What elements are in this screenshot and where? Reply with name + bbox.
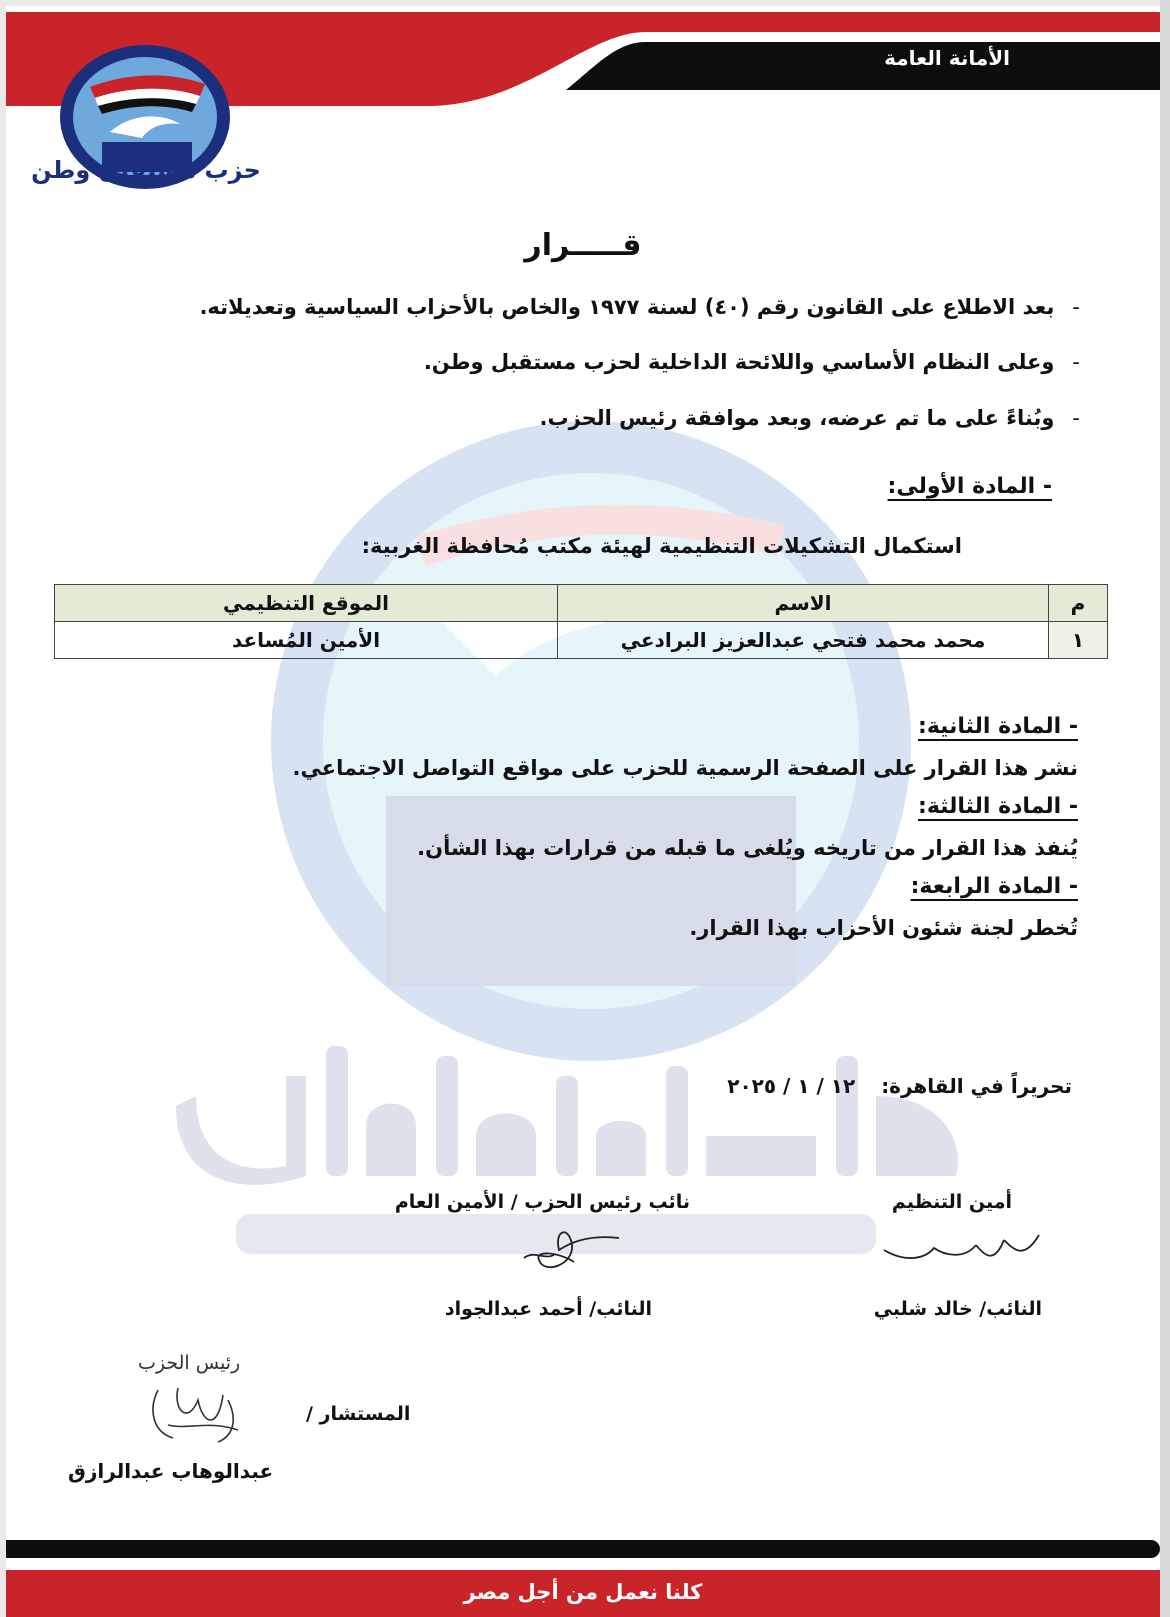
document-title: قـــــرار	[524, 228, 642, 263]
recital-marker: -	[1072, 295, 1080, 319]
org-secretary-signature	[864, 1220, 1054, 1275]
recital-marker: -	[1072, 406, 1080, 430]
deputy-chairman-title: نائب رئيس الحزب / الأمين العام	[394, 1191, 690, 1213]
recital-text: وبُناءً على ما تم عرضه، وبعد موافقة رئيس الحزب.	[539, 406, 1055, 430]
org-secretary-title: أمين التنظيم	[891, 1191, 1012, 1213]
article-2-text: نشر هذا القرار على الصفحة الرسمية للحزب على مواقع التواصل الاجتماعي.	[292, 756, 1078, 780]
article-4-text: تُخطر لجنة شئون الأحزاب بهذا القرار.	[689, 916, 1078, 940]
article-2-heading: - المادة الثانية:	[918, 714, 1078, 739]
members-table	[54, 584, 1108, 659]
recital-item	[199, 295, 1080, 319]
cell-position: الأمين المُساعد	[55, 622, 558, 659]
issue-place-label: تحريراً في القاهرة:	[881, 1074, 1072, 1098]
chairman-honorific: المستشار /	[306, 1403, 411, 1425]
article-3-text: يُنفذ هذا القرار من تاريخه ويُلغى ما قبله من قرارات بهذا الشأن.	[417, 836, 1078, 860]
recital-item	[424, 350, 1080, 374]
watermark-emblem	[266, 416, 916, 1066]
cell-name: محمد محمد فتحي عبدالعزيز البرادعي	[558, 622, 1049, 659]
table-row	[55, 622, 1108, 659]
org-secretary-name: النائب/ خالد شلبي	[873, 1298, 1042, 1320]
issue-date: ١٢ / ١ / ٢٠٢٥	[727, 1074, 856, 1098]
article-1-intro: استكمال التشكيلات التنظيمية لهيئة مكتب مُحافظة الغربية:	[361, 534, 962, 558]
column-header-name: الاسم	[558, 585, 1049, 622]
chairman-name: عبدالوهاب عبدالرازق	[68, 1459, 274, 1483]
deputy-chairman-signature	[514, 1220, 624, 1280]
article-3-heading: - المادة الثالثة:	[918, 794, 1078, 819]
chairman-signature	[138, 1380, 258, 1446]
chairman-title: رئيس الحزب	[138, 1352, 241, 1374]
recital-text: بعد الاطلاع على القانون رقم (٤٠) لسنة ١٩٧٧ والخاص بالأحزاب السياسية وتعديلاته.	[199, 295, 1055, 319]
issue-date-line	[727, 1074, 1072, 1098]
recital-text: وعلى النظام الأساسي واللائحة الداخلية لحزب مستقبل وطن.	[423, 350, 1055, 374]
party-logo-text: حزب مستقبل وطن	[31, 156, 261, 184]
column-header-position: الموقع التنظيمي	[55, 585, 558, 622]
deputy-chairman-name: النائب/ أحمد عبدالجواد	[444, 1298, 652, 1320]
column-header-index: م	[1049, 585, 1108, 622]
department-title: الأمانة العامة	[884, 46, 1010, 70]
article-4-heading: - المادة الرابعة:	[910, 874, 1078, 899]
page-edge	[1160, 0, 1170, 1617]
article-1-heading: - المادة الأولى:	[887, 474, 1052, 499]
recital-item	[540, 406, 1081, 430]
recital-marker: -	[1072, 350, 1080, 374]
table-header-row	[55, 585, 1108, 622]
cell-index: ١	[1049, 622, 1108, 659]
footer-slogan: كلنا نعمل من أجل مصر	[6, 1570, 1160, 1617]
footer-black-band	[6, 1540, 1160, 1558]
decision-document	[6, 6, 1160, 1617]
